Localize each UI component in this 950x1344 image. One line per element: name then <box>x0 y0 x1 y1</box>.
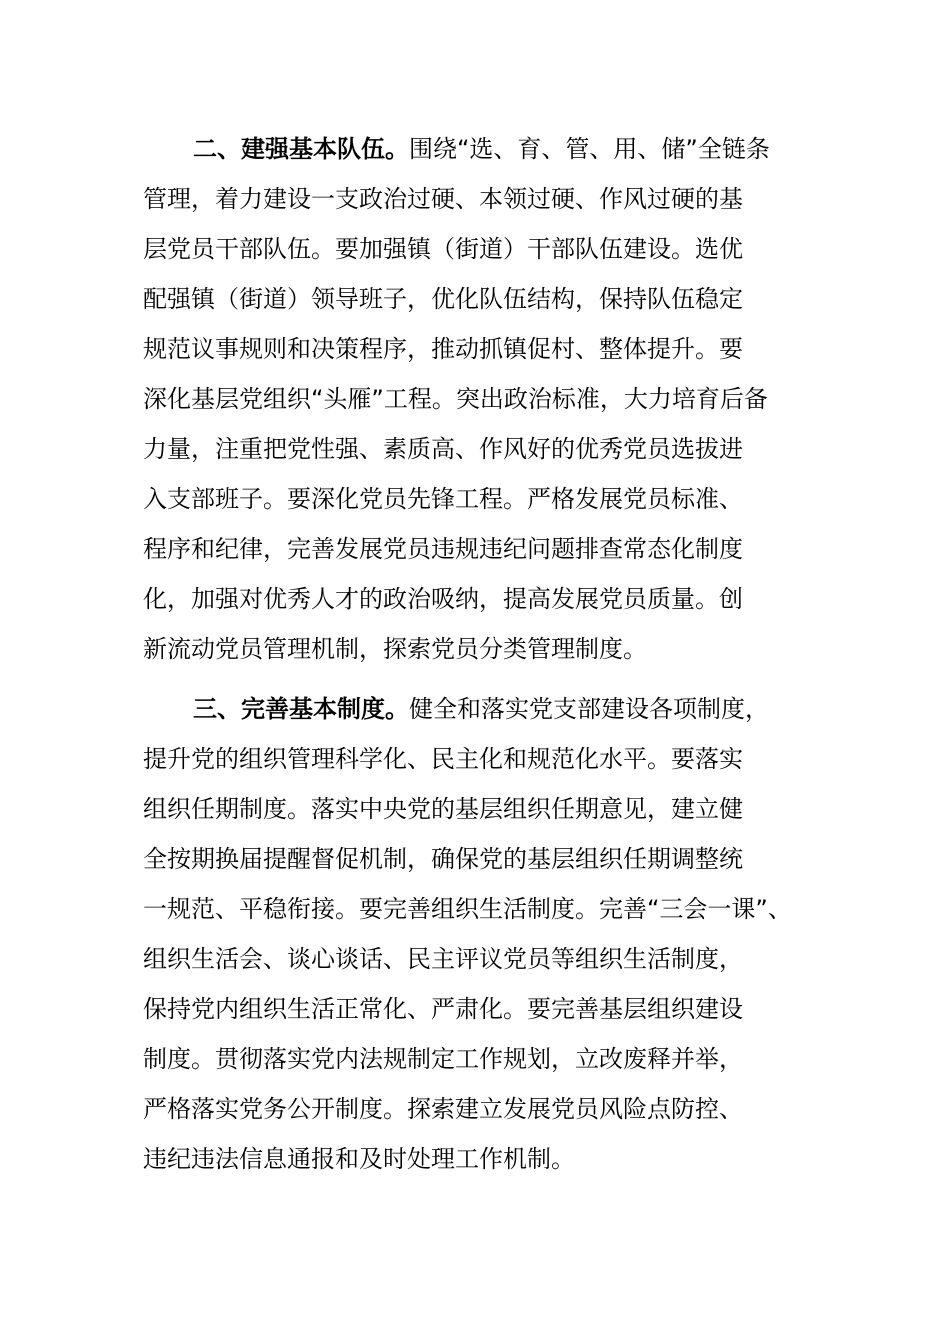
paragraph-line: 规范议事规则和决策程序，推动抓镇促村、整体提升。要 <box>143 335 743 363</box>
paragraph-line: 程序和纪律，完善发展党员违规违纪问题排查常态化制度 <box>143 535 743 563</box>
paragraph-line: 深化基层党组织“头雁”工程。突出政治标准，大力培育后备 <box>143 385 768 413</box>
paragraph-line: 配强镇（街道）领导班子，优化队伍结构，保持队伍稳定 <box>143 285 743 313</box>
paragraph-line: 严格落实党务公开制度。探索建立发展党员风险点防控、 <box>143 1095 743 1123</box>
paragraph-line: 一规范、平稳衔接。要完善组织生活制度。完善“三会一课”、 <box>143 895 792 923</box>
paragraph-text: 围绕“选、育、管、用、储”全链条 <box>409 135 770 163</box>
paragraph-line: 提升党的组织管理科学化、民主化和规范化水平。要落实 <box>143 745 743 773</box>
paragraph-line: 新流动党员管理机制，探索党员分类管理制度。 <box>143 635 647 663</box>
paragraph-line: 管理，着力建设一支政治过硬、本领过硬、作风过硬的基 <box>143 185 743 213</box>
section-3-paragraph <box>143 684 815 1184</box>
paragraph-line: 组织生活会、谈心谈话、民主评议党员等组织生活制度， <box>143 945 743 973</box>
paragraph-line: 层党员干部队伍。要加强镇（街道）干部队伍建设。选优 <box>143 235 743 263</box>
paragraph-line: 力量，注重把党性强、素质高、作风好的优秀党员选拔进 <box>143 435 743 463</box>
section-3-heading: 三、完善基本制度。 <box>193 695 409 723</box>
paragraph-line: 组织任期制度。落实中央党的基层组织任期意见，建立健 <box>143 795 743 823</box>
paragraph-line: 化，加强对优秀人才的政治吸纳，提高发展党员质量。创 <box>143 585 743 613</box>
section-2-heading: 二、建强基本队伍。 <box>193 135 409 163</box>
paragraph-line: 全按期换届提醒督促机制，确保党的基层组织任期调整统 <box>143 845 743 873</box>
paragraph-line: 制度。贯彻落实党内法规制定工作规划，立改废释并举， <box>143 1045 743 1073</box>
paragraph-spacer <box>143 674 815 684</box>
section-2-paragraph <box>143 124 815 674</box>
paragraph-line <box>143 684 815 734</box>
paragraph-line: 保持党内组织生活正常化、严肃化。要完善基层组织建设 <box>143 995 743 1023</box>
paragraph-line: 违纪违法信息通报和及时处理工作机制。 <box>143 1145 575 1173</box>
paragraph-line <box>143 124 815 174</box>
document-body <box>143 124 815 1184</box>
paragraph-text: 健全和落实党支部建设各项制度， <box>409 695 769 723</box>
paragraph-line: 入支部班子。要深化党员先锋工程。严格发展党员标准、 <box>143 485 743 513</box>
